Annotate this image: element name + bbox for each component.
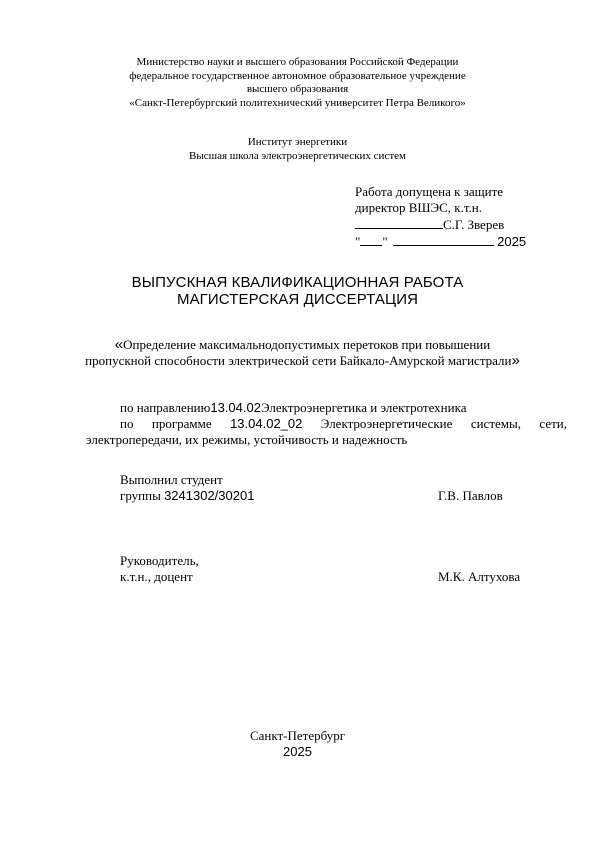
month-underline <box>393 233 494 246</box>
supervisor-name: М.К. Алтухова <box>438 569 521 584</box>
student-name: Г.В. Павлов <box>438 488 503 503</box>
approval-year: 2025 <box>497 234 527 249</box>
day-underline <box>360 233 382 246</box>
school-name: Высшая школа электроэнергетических систем <box>189 149 406 162</box>
institute-block <box>0 136 595 163</box>
program-code: 13.04.02_02 <box>230 416 303 431</box>
ministry-line: Министерство науки и высшего образования Российской Федерации <box>136 56 459 68</box>
topic-open-quote: « <box>114 336 124 353</box>
document-title <box>0 274 595 308</box>
student-group: группы 3241302/30201 <box>120 488 255 503</box>
approval-block <box>355 184 526 250</box>
approver-name: С.Г. Зверев <box>443 217 505 232</box>
education-level-line: высшего образования <box>246 83 349 95</box>
university-name: «Санкт-Петербургский политехнический университет Петра Великого» <box>129 96 466 109</box>
student-label: Выполнил студент <box>120 472 223 487</box>
topic-line-1: «Определение максимальнодопустимых перетоков при повышении <box>114 336 491 353</box>
title-line-2: МАГИСТЕРСКАЯ ДИССЕРТАЦИЯ <box>176 291 419 308</box>
institution-type-line: федеральное государственное автономное образовательное учреждение <box>129 69 466 82</box>
approval-line-1: Работа допущена к защите <box>355 184 504 199</box>
program-line-1: по программе 13.04.02_02 Электроэнергетические системы, сети, <box>120 416 567 431</box>
direction-prefix: по направлению <box>120 400 211 415</box>
topic-close-quote: » <box>511 352 520 369</box>
institute-name: Институт энергетики <box>247 136 348 148</box>
supervisor-title: к.т.н., доцент <box>120 569 193 584</box>
title-line-1: ВЫПУСКНАЯ КВАЛИФИКАЦИОННАЯ РАБОТА <box>131 274 464 291</box>
date-quote-open: " <box>355 234 361 249</box>
year: 2025 <box>283 744 312 759</box>
approval-line-2: директор ВШЭС, к.т.н. <box>355 200 483 215</box>
date-quote-close: " <box>382 234 388 249</box>
header-block <box>0 56 595 110</box>
direction-name: Электроэнергетика и электротехника <box>260 400 467 415</box>
topic-line-2: пропускной способности электрической сети Байкало-Амурской магистрали» <box>85 352 520 369</box>
program-line-2: электропередачи, их режимы, устойчивость и надежность <box>86 432 408 447</box>
supervisor-label: Руководитель, <box>120 553 199 568</box>
city: Санкт-Петербург <box>249 728 346 743</box>
approval-date-line <box>355 233 526 250</box>
program-block <box>86 416 567 448</box>
approval-signature-line <box>355 216 526 233</box>
thesis-topic <box>40 337 565 369</box>
direction-line <box>120 400 466 416</box>
group-number: 3241302/30201 <box>164 488 255 503</box>
signature-underline <box>355 216 443 229</box>
direction-code: 13.04.02 <box>210 400 261 415</box>
